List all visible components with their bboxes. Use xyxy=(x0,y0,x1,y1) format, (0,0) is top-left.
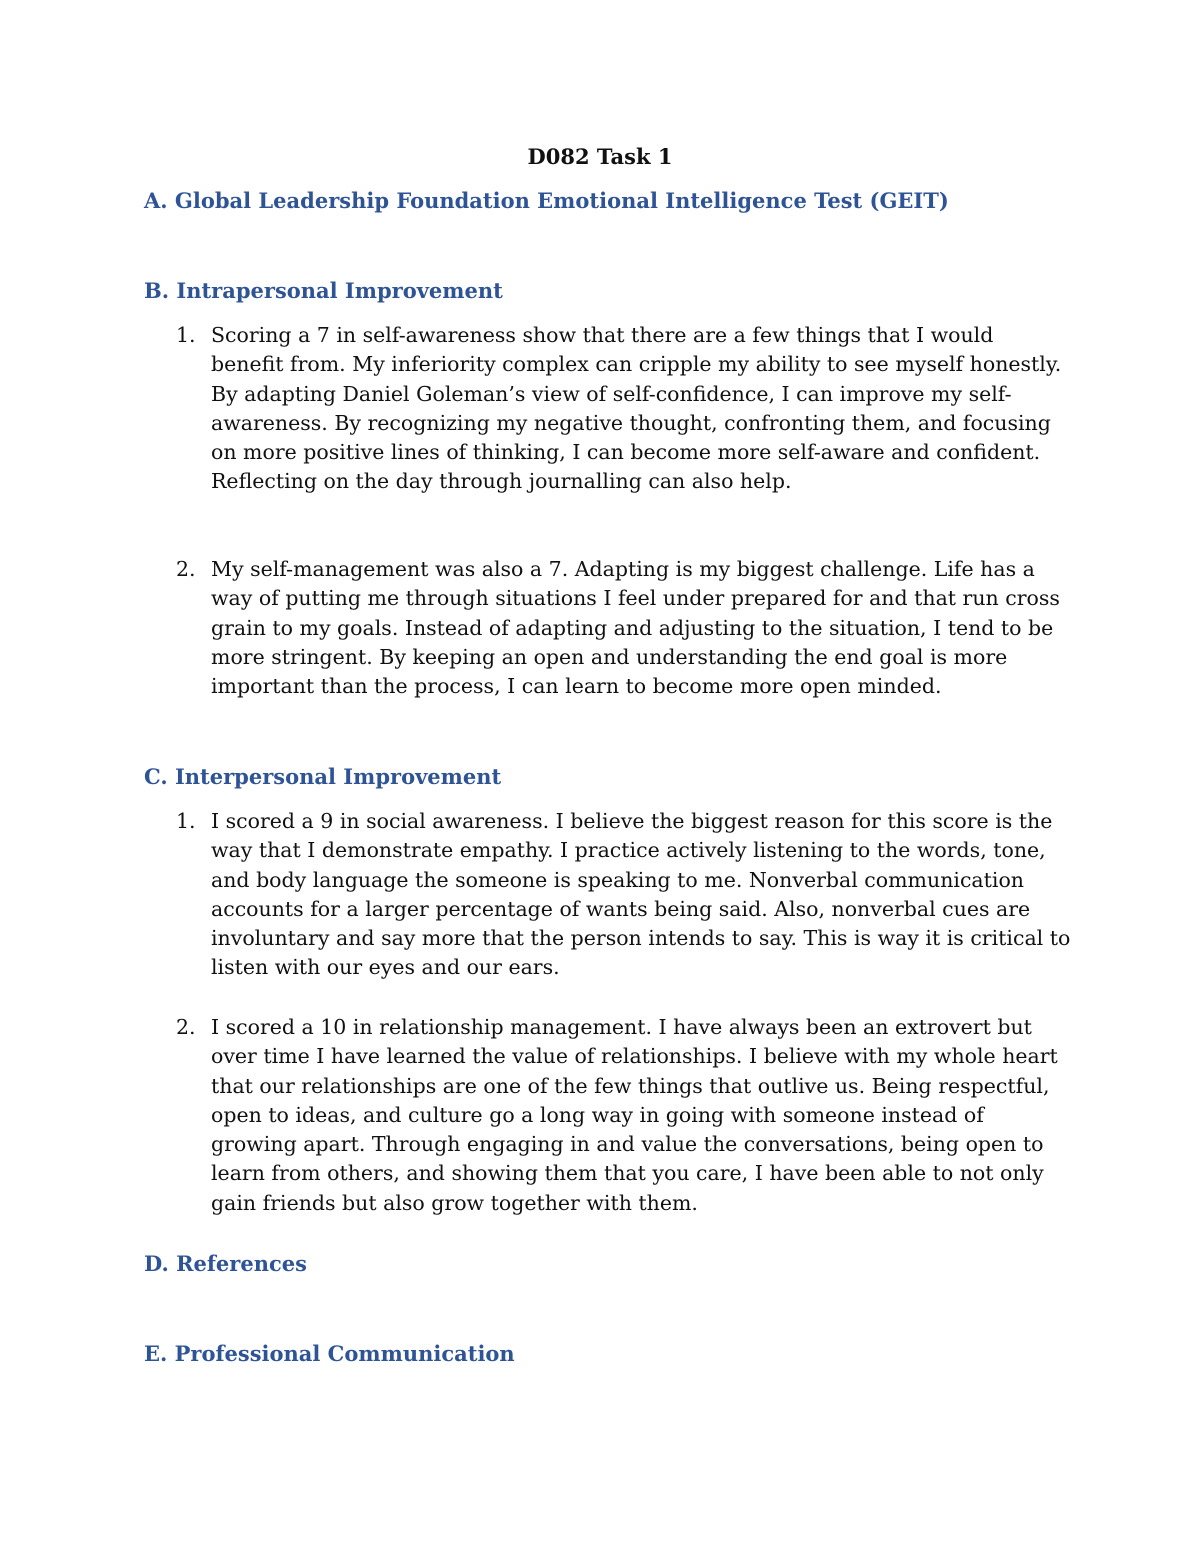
list-item-text: I scored a 9 in social awareness. I believe the biggest reason for this score is the way that I demonstrate empathy. I practice actively listening to the words, tone, and body language the someone is speaking to me. Nonverbal communication accounts for a larger percentage of wants being said. Also, nonverbal cues are involuntary and say more that the person intends to say. This is way it is critical to listen with our eyes and our ears. xyxy=(211,809,1071,980)
document-title: D082 Task 1 xyxy=(527,144,673,169)
list-number: 1. xyxy=(176,323,196,347)
section-c-item-2 xyxy=(144,1013,1074,1218)
list-item-text: Scoring a 7 in self-awareness show that there are a few things that I would benefit from. My inferiority complex can cripple my ability to see myself honestly. By adapting Daniel Goleman’s view of self-confidence, I can improve my self-awareness. By recognizing my negative thought, confronting them, and focusing on more positive lines of thinking, I can become more self-aware and confident. Reflecting on the day through journalling can also help. xyxy=(211,323,1062,494)
list-number: 2. xyxy=(176,1015,196,1039)
list-item-text: I scored a 10 in relationship management. I have always been an extrovert but over time I have learned the value of relationships. I believe with my whole heart that our relationships are one of the few things that outlive us. Being respectful, open to ideas, and culture go a long way in going with someone instead of growing apart. Through engaging in and value the conversations, being open to learn from others, and showing them that you care, I have been able to not only gain friends but also grow together with them. xyxy=(211,1015,1058,1215)
list-number: 2. xyxy=(176,557,196,581)
section-e-heading: E. Professional Communication xyxy=(144,1341,515,1366)
section-b-item-1 xyxy=(144,321,1074,497)
list-number: 1. xyxy=(176,809,196,833)
section-b-item-2 xyxy=(144,555,1074,701)
section-d-heading: D. References xyxy=(144,1251,307,1276)
section-c-item-1 xyxy=(144,807,1074,983)
list-item-text: My self-management was also a 7. Adapting is my biggest challenge. Life has a way of putting me through situations I feel under prepared for and that run cross grain to my goals. Instead of adapting and adjusting to the situation, I tend to be more stringent. By keeping an open and understanding the end goal is more important than the process, I can learn to become more open minded. xyxy=(211,557,1060,699)
section-b-heading: B. Intrapersonal Improvement xyxy=(144,278,503,303)
section-a-heading: A. Global Leadership Foundation Emotional Intelligence Test (GEIT) xyxy=(144,188,949,213)
section-c-heading: C. Interpersonal Improvement xyxy=(144,764,502,789)
